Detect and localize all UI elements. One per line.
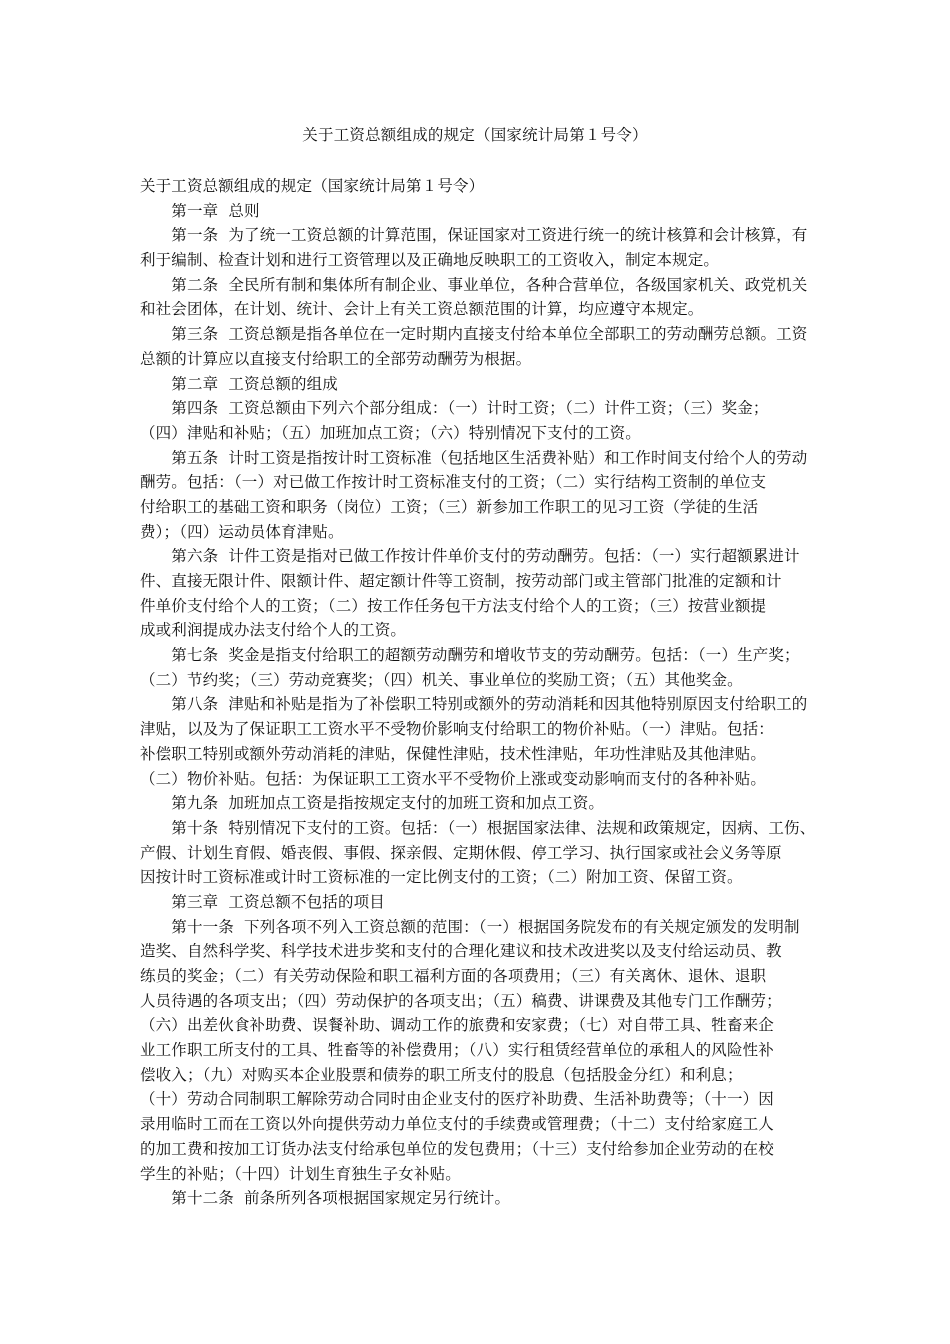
document-line: 成或利润提成办法支付给个人的工资。 [140, 621, 407, 640]
document-line: 第七条 奖金是指支付给职工的超额劳动酬劳和增收节支的劳动酬劳。包括：（一）生产奖； [140, 646, 800, 665]
document-line: （十）劳动合同制职工解除劳动合同时由企业支付的医疗补助费、生活补助费等；（十一）因 [140, 1090, 774, 1109]
document-line: 的加工费和按加工订货办法支付给承包单位的发包费用；（十三）支付给参加企业劳动的在校 [140, 1139, 774, 1158]
document-line: 付给职工的基础工资和职务（岗位）工资；（三）新参加工作职工的见习工资（学徒的生活 [140, 497, 759, 516]
document-line: （二）物价补贴。包括：为保证职工工资水平不受物价上涨或变动影响而支付的各种补贴。 [140, 769, 767, 788]
document-line: 学生的补贴；（十四）计划生育独生子女补贴。 [140, 1164, 461, 1183]
document-line: 第一章 总则 [140, 201, 260, 220]
document-line: 第六条 计件工资是指对已做工作按计件单价支付的劳动酬劳。包括：（一）实行超额累进计 [140, 547, 800, 566]
document-line: 第十一条 下列各项不列入工资总额的范围：（一）根据国务院发布的有关规定颁发的发明制 [140, 917, 800, 936]
document-line: 第八条 津贴和补贴是指为了补偿职工特别或额外的劳动消耗和因其他特别原因支付给职工的 [140, 695, 808, 714]
document-line: （六）出差伙食补助费、误餐补助、调动工作的旅费和安家费；（七）对自带工具、牲畜来企 [140, 1016, 774, 1035]
document-line: 第三条 工资总额是指各单位在一定时期内直接支付给本单位全部职工的劳动酬劳总额。工资 [140, 325, 808, 344]
document-line: 业工作职工所支付的工具、牲畜等的补偿费用；（八）实行租赁经营单位的承租人的风险性补 [140, 1041, 774, 1060]
document-line: 补偿职工特别或额外劳动消耗的津贴，保健性津贴，技术性津贴，年功性津贴及其他津贴。 [140, 744, 767, 763]
document-line: 造奖、自然科学奖、科学技术进步奖和支付的合理化建议和技术改进奖以及支付给运动员、教 [140, 942, 782, 961]
document-body [140, 174, 818, 1211]
document-line: 第九条 加班加点工资是指按规定支付的加班工资和加点工资。 [140, 794, 605, 813]
document-line: 第三章 工资总额不包括的项目 [140, 892, 385, 911]
document-line: 津贴，以及为了保证职工工资水平不受物价影响支付给职工的物价补贴。（一）津贴。包括： [140, 720, 774, 739]
document-line: 酬劳。包括：（一）对已做工作按计时工资标准支付的工资；（二）实行结构工资制的单位支 [140, 473, 767, 492]
document-title: 关于工资总额组成的规定（国家统计局第１号令） [302, 126, 648, 144]
document-line: 偿收入；（九）对购买本企业股票和债券的职工所支付的股息（包括股金分红）和利息； [140, 1065, 743, 1084]
document-line: 人员待遇的各项支出；（四）劳动保护的各项支出；（五）稿费、讲课费及其他专门工作酬劳； [140, 991, 782, 1010]
document-line: 总额的计算应以直接支付给职工的全部劳动酬劳为根据。 [140, 349, 532, 368]
document-line: （二）节约奖；（三）劳动竞赛奖；（四）机关、事业单位的奖励工资；（五）其他奖金。 [140, 670, 743, 689]
document-line: 件、直接无限计件、限额计件、超定额计件等工资制，按劳动部门或主管部门批准的定额和计 [140, 572, 782, 590]
document-line: 练员的奖金；（二）有关劳动保险和职工福利方面的各项费用；（三）有关离休、退休、退职 [140, 967, 767, 985]
document-line: 录用临时工而在工资以外向提供劳动力单位支付的手续费或管理费；（十二）支付给家庭工人 [140, 1115, 774, 1134]
document-line: 第十二条 前条所列各项根据国家规定另行统计。 [140, 1189, 511, 1208]
document-line: 第二章 工资总额的组成 [140, 374, 338, 393]
document-line: 利于编制、检查计划和进行工资管理以及正确地反映职工的工资收入，制定本规定。 [140, 251, 720, 270]
document-line: （四）津贴和补贴；（五）加班加点工资；（六）特别情况下支付的工资。 [140, 423, 641, 442]
document-line: 件单价支付给个人的工资；（二）按工作任务包干方法支付给个人的工资；（三）按营业额提 [140, 596, 767, 615]
document-line: 产假、计划生育假、婚丧假、事假、探亲假、定期休假、停工学习、执行国家或社会义务等原 [140, 843, 782, 862]
document-line: 第十条 特别情况下支付的工资。包括：（一）根据国家法律、法规和政策规定，因病、工伤、 [140, 818, 816, 837]
document-line: 第四条 工资总额由下列六个部分组成：（一）计时工资；（二）计件工资；（三）奖金； [140, 399, 769, 418]
document-line: 第一条 为了统一工资总额的计算范围，保证国家对工资进行统一的统计核算和会计核算，有 [140, 226, 808, 245]
document-line: 费）；（四）运动员体育津贴。 [140, 522, 344, 541]
document-line: 因按计时工资标准或计时工资标准的一定比例支付的工资；（二）附加工资、保留工资。 [140, 868, 743, 887]
document-line: 和社会团体，在计划、统计、会计上有关工资总额范围的计算，均应遵守本规定。 [140, 300, 704, 319]
document-line: 第五条 计时工资是指按计时工资标准（包括地区生活费补贴）和工作时间支付给个人的劳动 [140, 448, 808, 467]
document-line: 关于工资总额组成的规定（国家统计局第１号令） [140, 177, 485, 195]
document-line: 第二条 全民所有制和集体所有制企业、事业单位，各种合营单位，各级国家机关、政党机关 [140, 275, 808, 294]
